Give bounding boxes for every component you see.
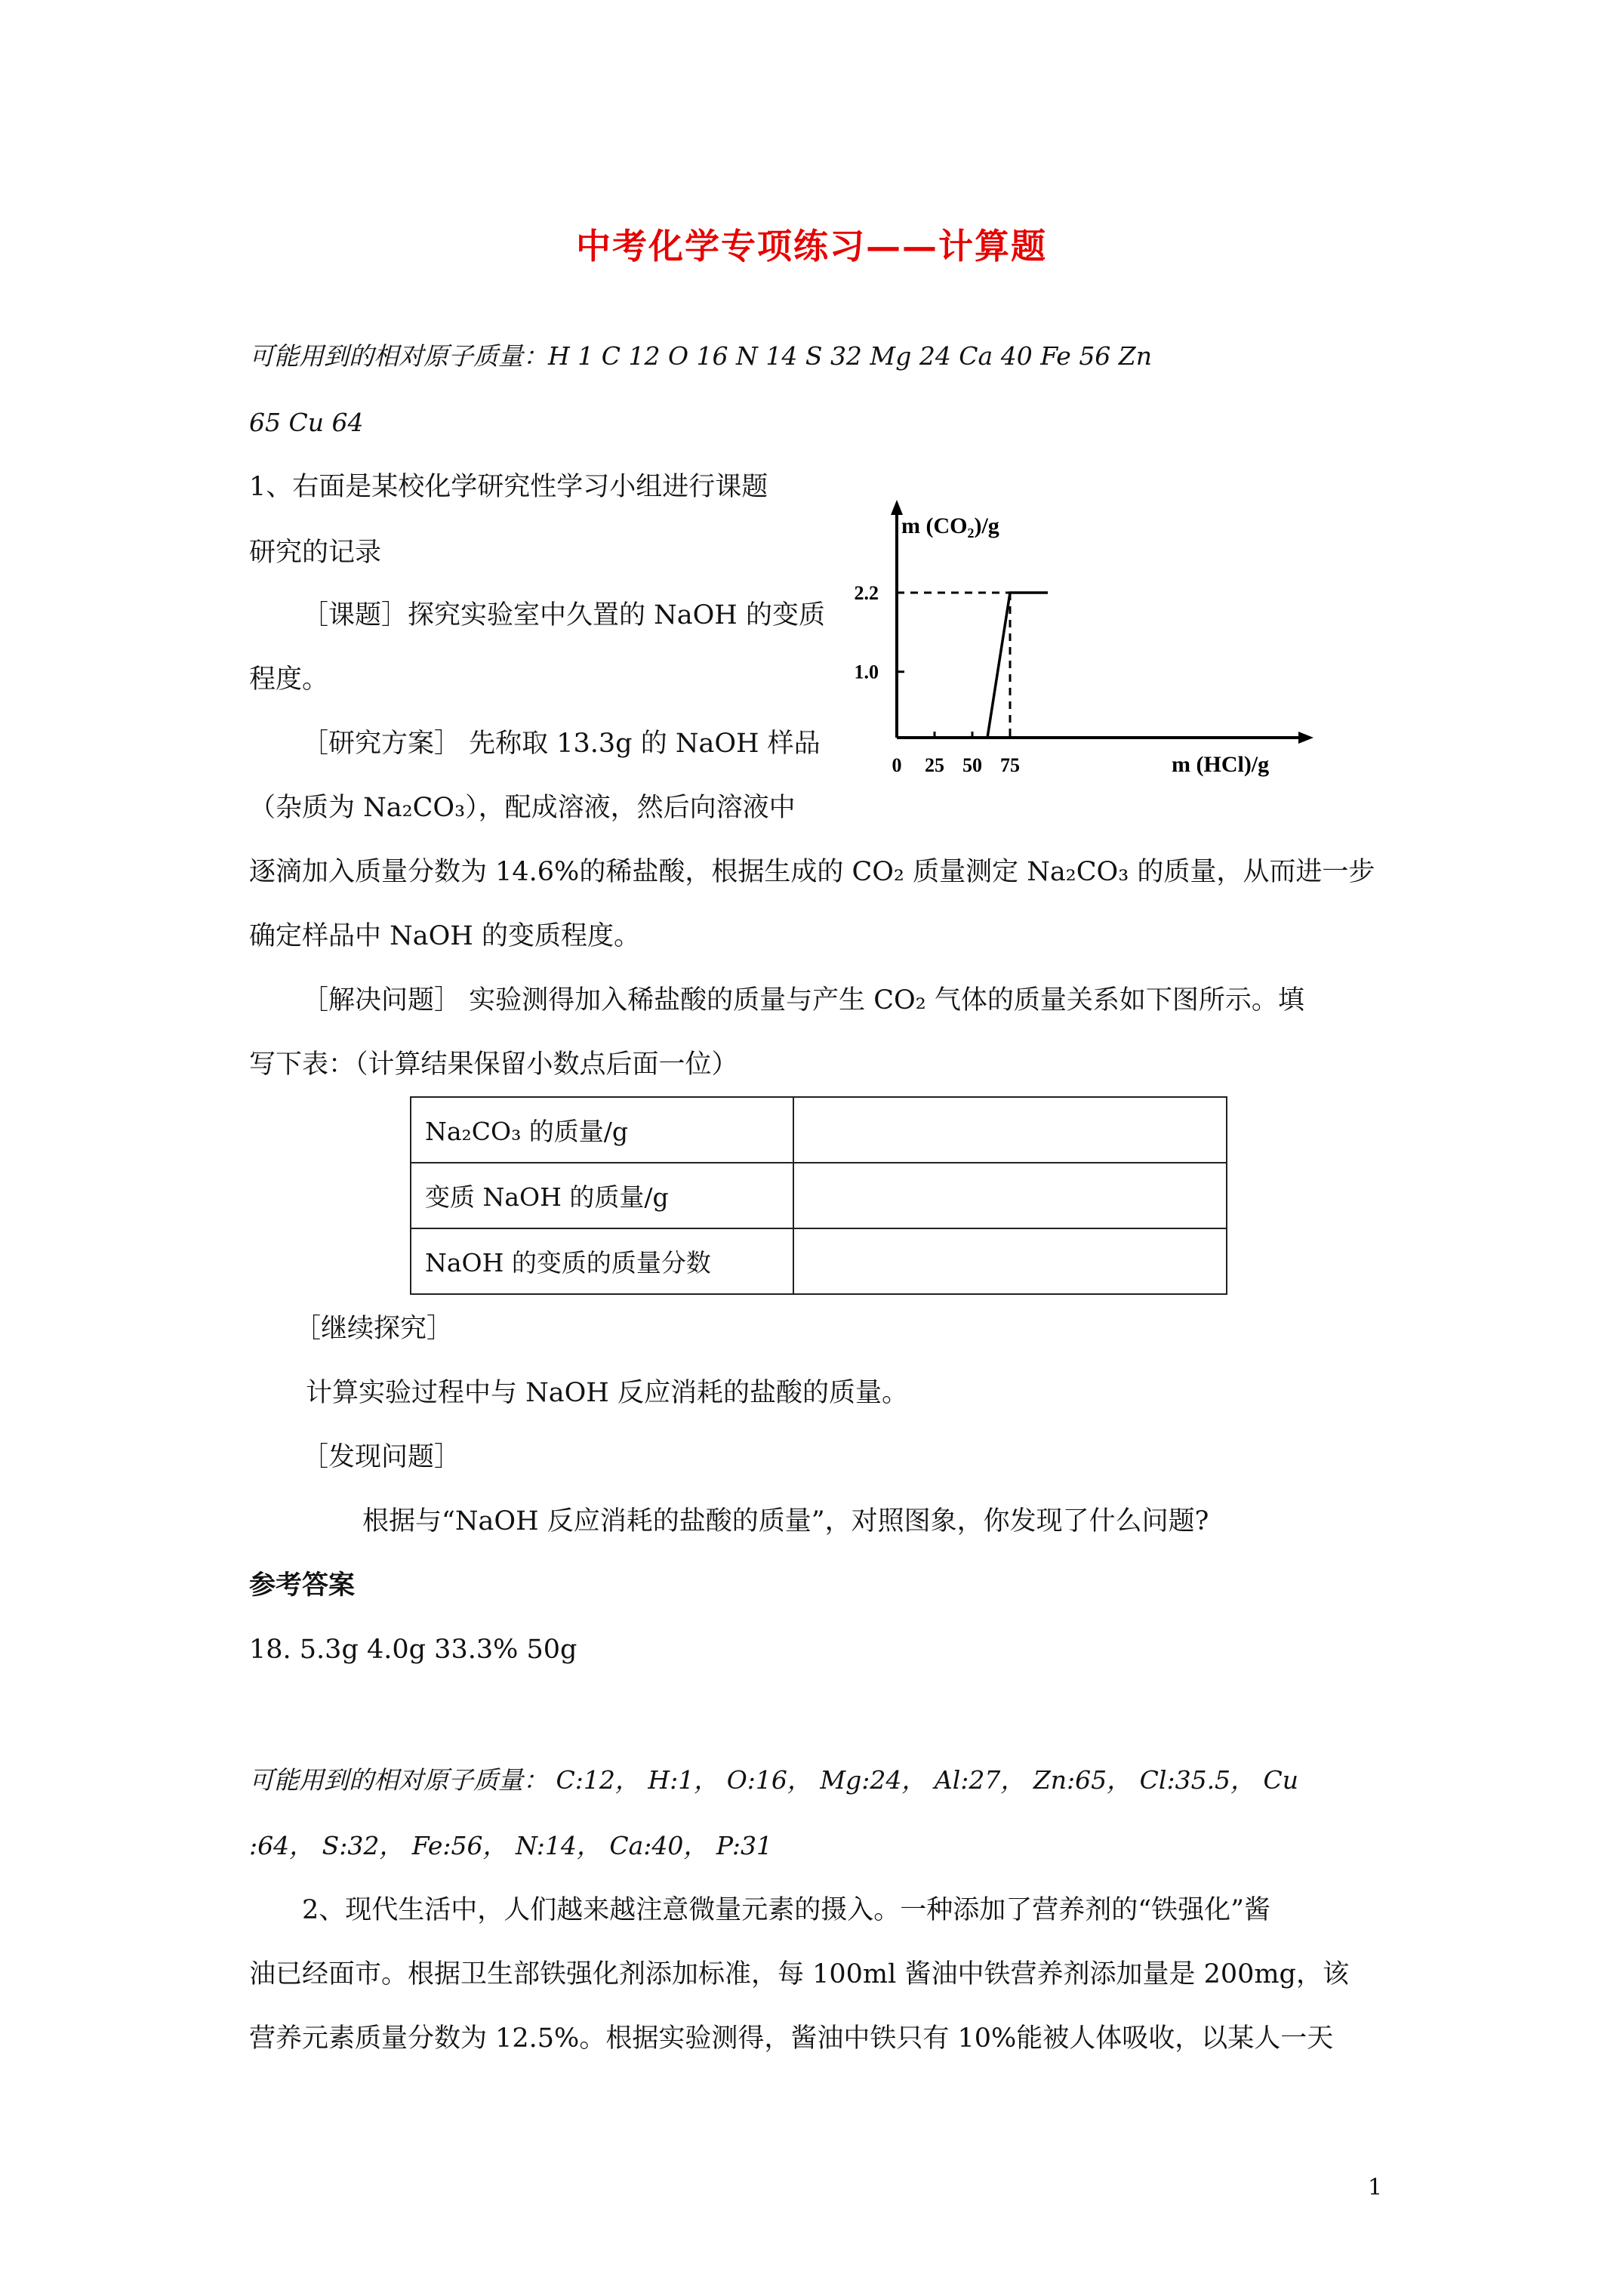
- atomic-masses2-line2: :64， S:32， Fe:56， N:14， Ca:40， P:31: [249, 1831, 772, 1860]
- page-title: 中考化学专项练习——计算题: [576, 226, 1047, 267]
- q1-solve-line2: 写下表：（计算结果保留小数点后面一位）: [249, 1049, 738, 1080]
- atomic-masses2-line1: 可能用到的相对原子质量： C:12， H:1， O:16， Mg:24， Al:27， Zn:65， Cl:35.5， Cu: [249, 1765, 1299, 1795]
- table-cell-value: [793, 1163, 1227, 1228]
- q1-intro-line2: 研究的记录: [249, 538, 382, 568]
- atomic-masses-line2: 65 Cu 64: [249, 408, 364, 437]
- discover-text: 根据与“NaOH 反应消耗的盐酸的质量”，对照图象，你发现了什么问题?: [362, 1506, 1209, 1536]
- table-row: [411, 1097, 1227, 1163]
- q1-topic-line1: ［课题］探究实验室中久置的 NaOH 的变质: [302, 600, 825, 630]
- y-tick-label: 2.2: [854, 581, 879, 604]
- page-number: 1: [1368, 2174, 1383, 2201]
- x-tick-label: 25: [925, 754, 944, 776]
- y-tick-label: 1.0: [854, 661, 879, 683]
- table-row: [411, 1163, 1227, 1228]
- q1-solve-line1: ［解决问题］ 实验测得加入稀盐酸的质量与产生 CO₂ 气体的质量关系如下图所示。填: [302, 985, 1304, 1015]
- answer-text: 18. 5.3g 4.0g 33.3% 50g: [249, 1635, 577, 1665]
- q1-plan-line1: ［研究方案］ 先称取 13.3g 的 NaOH 样品: [302, 729, 821, 759]
- y-axis-arrow: [891, 500, 903, 515]
- x-tick-label: 75: [1000, 754, 1020, 776]
- atomic-masses-line1: 可能用到的相对原子质量：H 1 C 12 O 16 N 14 S 32 Mg 24 Ca 40 Fe 56 Zn: [249, 341, 1152, 371]
- answer-heading: 参考答案: [249, 1570, 356, 1601]
- q1-plan-line3: 逐滴加入质量分数为 14.6%的稀盐酸，根据生成的 CO₂ 质量测定 Na₂CO₃ 的质量，从而进一步: [249, 857, 1375, 887]
- continue-text: 计算实验过程中与 NaOH 反应消耗的盐酸的质量。: [306, 1378, 908, 1408]
- series-line: [987, 593, 1048, 738]
- q1-plan-line2: （杂质为 Na₂CO₃），配成溶液，然后向溶液中: [249, 793, 796, 823]
- table-cell-label: 变质 NaOH 的质量/g: [411, 1163, 793, 1228]
- x-tick-label: 0: [892, 754, 902, 776]
- x-axis-arrow: [1298, 732, 1313, 744]
- table-row: [411, 1228, 1227, 1294]
- q2-line1: 2、现代生活中，人们越来越注意微量元素的摄入。一种添加了营养剂的“铁强化”酱: [302, 1895, 1271, 1925]
- q1-intro-line1: 1、右面是某校化学研究性学习小组进行课题: [249, 472, 768, 502]
- y-axis-label: m (CO₂)/g: [901, 513, 999, 538]
- q1-plan-line4: 确定样品中 NaOH 的变质程度。: [249, 921, 640, 951]
- discover-heading: ［发现问题］: [302, 1442, 461, 1472]
- table-cell-value: [793, 1097, 1227, 1163]
- x-tick-label: 50: [962, 754, 982, 776]
- x-axis-label: m (HCl)/g: [1172, 752, 1270, 777]
- continue-heading: ［继续探究］: [294, 1314, 454, 1344]
- q2-line3: 营养元素质量分数为 12.5%。根据实验测得，酱油中铁只有 10%能被人体吸收，以某人一天: [249, 2023, 1334, 2054]
- table-cell-label: Na₂CO₃ 的质量/g: [411, 1097, 793, 1163]
- table-cell-label: NaOH 的变质的质量分数: [411, 1228, 793, 1294]
- table-cell-value: [793, 1228, 1227, 1294]
- q1-topic-line2: 程度。: [249, 664, 329, 695]
- co2-vs-hcl-chart: [839, 491, 1330, 808]
- q2-line2: 油已经面市。根据卫生部铁强化剂添加标准，每 100ml 酱油中铁营养剂添加量是 200mg，该: [249, 1959, 1349, 1989]
- answer-table: [410, 1096, 1227, 1295]
